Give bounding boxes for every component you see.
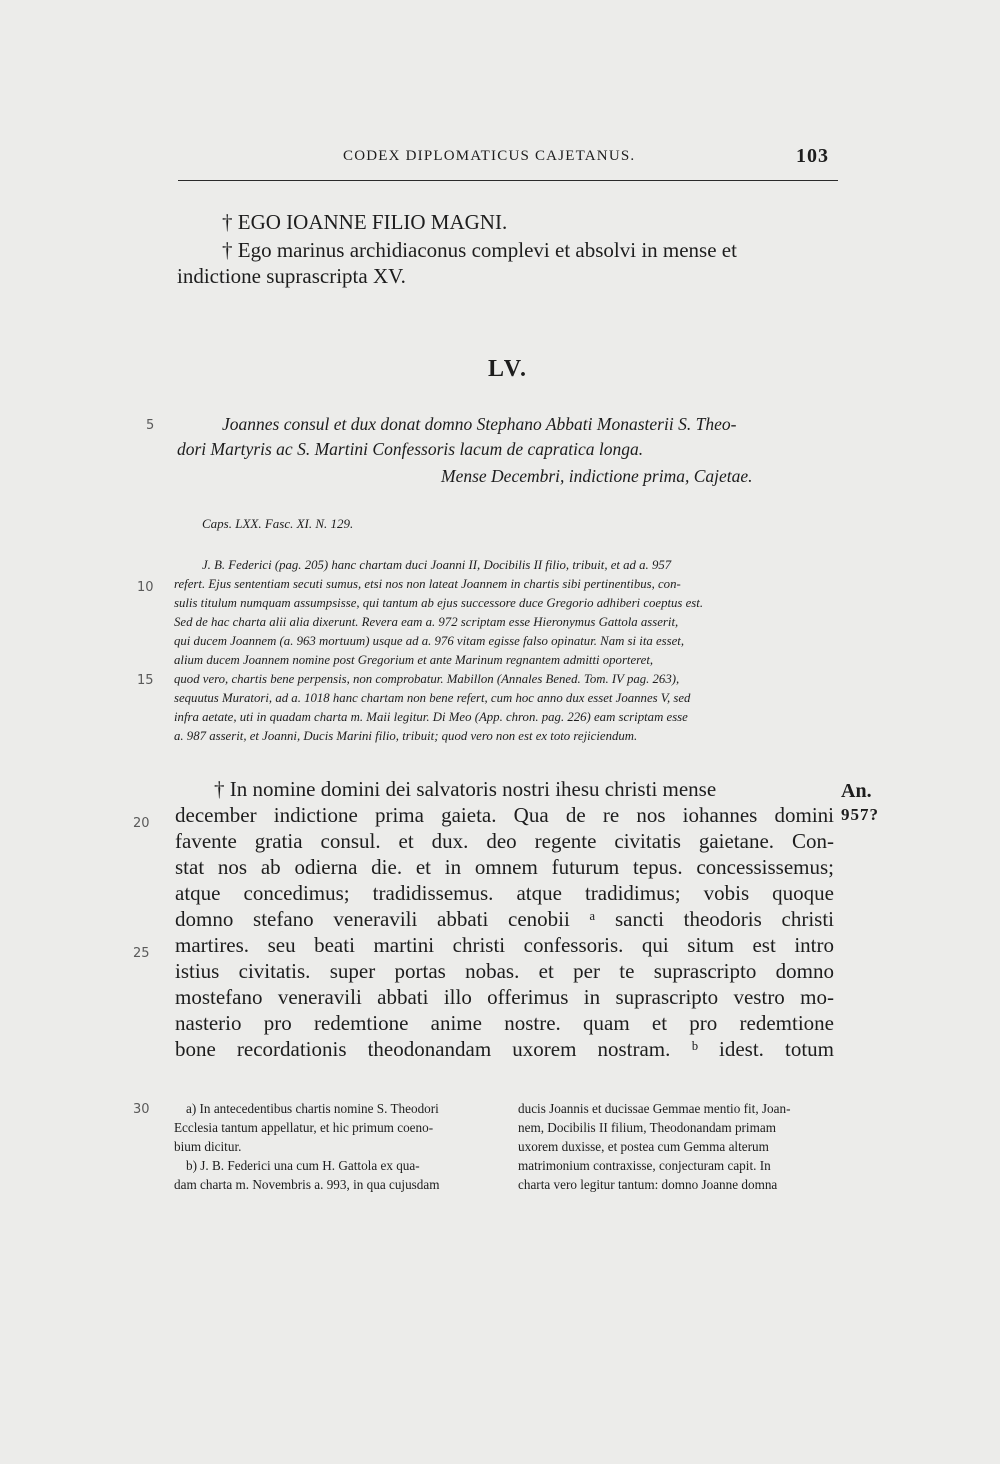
line-number: 25 <box>133 946 150 961</box>
charter-line: atque concedimus; tradidissemus. atque tradidimus; vobis quoque <box>175 881 834 905</box>
footnote-line: b) J. B. Federici una cum H. Gattola ex qua- <box>186 1158 420 1173</box>
footnote-line: charta vero legitur tantum: domno Joanne domna <box>518 1177 778 1192</box>
summary-line: Joannes consul et dux donat domno Stephano Abbati Monasterii S. Theo- <box>222 414 737 434</box>
footnote-line: ducis Joannis et ducissae Gemmae mentio fit, Joan- <box>518 1101 791 1116</box>
commentary-line: qui ducem Joannem (a. 963 mortuum) usque ad a. 976 vitam egisse falso opinatur. Nam si ita esset, <box>174 634 685 648</box>
footnote-line: uxorem duxisse, et postea cum Gemma alterum <box>518 1139 769 1154</box>
margin-year: 957? <box>841 805 879 824</box>
commentary-line: sequutus Muratori, ad a. 1018 hanc chartam non bene refert, cum hoc anno dux esset Joannes V, sed <box>174 691 691 705</box>
charter-line: istius civitatis. super portas nobas. et per te suprascripto domno <box>175 959 834 983</box>
commentary-line: refert. Ejus sententiam secuti sumus, etsi nos non lateat Joannem in chartis sibi pertinentibus, con- <box>174 577 681 591</box>
charter-line: stat nos ab odierna die. et in omnem futurum tepus. concessissemus; <box>175 855 834 879</box>
line-number: 5 <box>146 418 155 433</box>
margin-year-label: An. <box>841 780 872 802</box>
header-rule <box>178 180 838 181</box>
page-number: 103 <box>796 145 829 167</box>
line-number: 30 <box>133 1102 150 1117</box>
footnote-line: Ecclesia tantum appellatur, et hic primum coeno- <box>174 1120 434 1135</box>
signature-line: indictione suprascripta XV. <box>177 264 406 288</box>
charter-line: martires. seu beati martini christi confessoris. qui situm est intro <box>175 933 834 957</box>
charter-line: nasterio pro redemtione anime nostre. quam et pro redemtione <box>175 1011 834 1035</box>
charter-line: domno stefano veneravili abbati cenobii ᵃ sancti theodoris christi <box>175 907 834 931</box>
commentary-line: J. B. Federici (pag. 205) hanc chartam duci Joanni II, Docibilis II filio, tribuit, et ad a. 957 <box>202 558 672 572</box>
footnote-line: nem, Docibilis II filium, Theodonandam primam <box>518 1120 776 1135</box>
running-header: CODEX DIPLOMATICUS CAJETANUS. <box>343 148 636 164</box>
line-number: 15 <box>137 673 154 688</box>
summary-line: dori Martyris ac S. Martini Confessoris lacum de capratica longa. <box>177 439 644 459</box>
archive-reference: Caps. LXX. Fasc. XI. N. 129. <box>202 516 354 531</box>
commentary-line: a. 987 asserit, et Joanni, Ducis Marini filio, tribuit; quod vero non est ex toto rejiciendum. <box>174 729 638 743</box>
commentary-line: sulis titulum numquam assumpsisse, qui tantum ab ejus successore duce Gregorio adhiberi coeptus est. <box>174 596 704 610</box>
charter-line: december indictione prima gaieta. Qua de re nos iohannes domini <box>175 803 834 827</box>
charter-line: mostefano veneravili abbati illo offerimus in suprascripto vestro mo- <box>175 985 834 1009</box>
charter-line: favente gratia consul. et dux. deo regente civitatis gaietane. Con- <box>175 829 834 853</box>
charter-line: bone recordationis theodonandam uxorem nostram. ᵇ idest. totum <box>175 1037 834 1061</box>
commentary-line: quod vero, chartis bene perpensis, non comprobatur. Mabillon (Annales Bened. Tom. IV pag. 263), <box>174 672 680 686</box>
footnote-line: matrimonium contraxisse, conjecturam capit. In <box>518 1158 771 1173</box>
signature-line: † EGO IOANNE FILIO MAGNI. <box>222 210 508 234</box>
footnote-line: a) In antecedentibus chartis nomine S. Theodori <box>186 1101 439 1116</box>
line-number: 20 <box>133 816 150 831</box>
footnote-line: bium dicitur. <box>174 1139 242 1154</box>
charter-number: LV. <box>488 356 529 382</box>
commentary-line: alium ducem Joannem nomine post Gregorium et ante Marinum regnantem admitti oporteret, <box>174 653 654 667</box>
commentary-line: infra aetate, uti in quadam charta m. Maii legitur. Di Meo (App. chron. pag. 226) eam scriptam esse <box>174 710 688 724</box>
charter-line: † In nomine domini dei salvatoris nostri ihesu christi mense <box>214 777 717 801</box>
summary-dating: Mense Decembri, indictione prima, Cajetae. <box>441 466 753 486</box>
signature-line: † Ego marinus archidiaconus complevi et absolvi in mense et <box>222 238 737 262</box>
footnote-line: dam charta m. Novembris a. 993, in qua cujusdam <box>174 1177 440 1192</box>
commentary-line: Sed de hac charta alii alia dixerunt. Revera eam a. 972 scriptam esse Hieronymus Gattola asserit, <box>174 615 679 629</box>
line-number: 10 <box>137 580 154 595</box>
